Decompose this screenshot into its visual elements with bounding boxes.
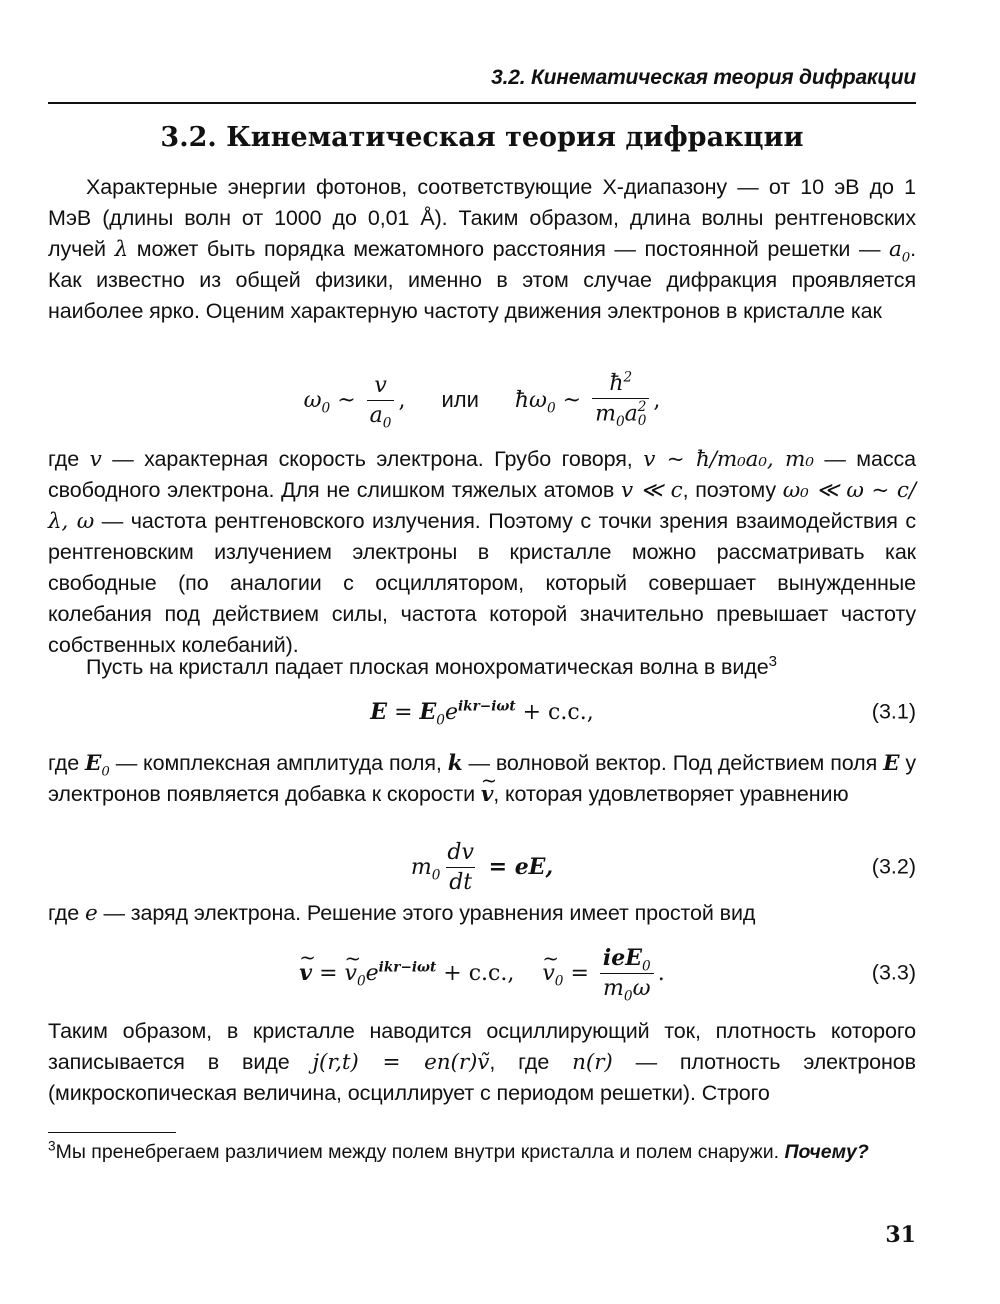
math-lambda: λ [114,237,129,262]
or-word: или [441,387,479,412]
period: . [657,960,665,986]
text: — плотность электронов (микроскопическая величина, осциллирует с периодом решетки). Строго [48,1050,916,1105]
text: . Как известно из общей физики, именно в этом случае дифракция проявляется наиболее ярко. Оценим характерную частоту движения электронов в кристалле как [48,237,916,323]
footnote-question: Почему? [784,1141,869,1163]
math-v: v [89,447,102,472]
equation-number: (3.1) [871,699,916,724]
footnote-mark: 3 [48,1138,56,1154]
footnote-text: Мы пренебрегаем различием между полем внутри кристалла и полем снаружи. [55,1141,785,1163]
math-k: k [447,751,463,776]
page-number: 31 [885,1222,916,1248]
running-head: 3.2. Кинематическая теория дифракции [491,66,916,89]
equation-3-3 [48,938,916,1008]
equation-number: (3.2) [871,854,916,879]
v0-tilde: ~ $v_0$ [345,961,366,986]
text: , которая удовлетворяет уравнению [493,782,849,806]
text: — характерная скорость электрона. Грубо говоря, [101,447,644,471]
text: где [48,901,85,925]
exp: $e^{ikr-i\omega t}$ [444,698,516,725]
math-density: n(r) [572,1050,613,1075]
section-title: 3.2. Кинематическая теория дифракции [160,122,804,153]
sim-sign: ~ [555,387,589,413]
fraction-v-over-a0: $\frac{v}{a_0}$ [367,373,395,428]
text: — заряд электрона. Решение этого уравнения имеет простой вид [97,901,756,925]
text: где [48,447,90,471]
text: Таким образом, в кристалле наводится осциллирующий ток, плотность которого записывается в виде [48,1019,916,1074]
paragraph-free-electrons [48,444,916,661]
text: , где [489,1050,573,1074]
equation-omega [48,368,916,432]
text: где [48,751,86,775]
comma: , [398,387,406,413]
sim-sign: ~ [330,387,363,413]
paragraph-intro [48,172,916,327]
text: , поэтому [682,478,783,502]
comma: , [653,387,661,413]
paragraph-velocity [48,748,916,810]
header-rule [48,102,916,104]
text: у электронов появляется добавка к скорости [48,751,916,806]
math-relation: v ~ ħ/m₀a₀, m₀ [643,447,814,472]
paragraph-charge [48,898,916,929]
text: — масса свободного электрона. Для не слишком тяжелых атомов [48,447,917,502]
E-field: E [370,699,388,725]
text: — волновой вектор. Под действием поля [462,751,884,775]
math-relation: v ≪ c [620,478,683,503]
paragraph-plane-wave [48,652,916,683]
omega0: $\omega_0$ [303,387,331,416]
fraction-hbar2-over-m0a02: $ħ^2$ $m_0a$ 2 0 [592,371,649,428]
E0: $E_0$ [85,751,110,780]
v0-tilde: ~ $v_0$ [542,961,563,986]
text: Пусть на кристалл падает плоская монохроматическая волна в виде [86,655,769,679]
v-tilde: ~ v [299,960,312,986]
equals-sign: = [387,699,420,725]
footnote [48,1138,916,1166]
text: может быть порядка межатомного расстояния — постоянной решетки — [128,237,890,261]
fraction-dv-dt: $\frac{dv}{dt}$ [447,839,474,895]
equals-sign: = [312,960,345,986]
math-relation: ω₀ ≪ ω ~ c/λ, ω [48,478,917,534]
exp: $e^{ikr-i\omega t}$ [365,959,437,986]
m0: $m_0$ [410,854,441,883]
hbar-omega0: $ħ\omega_0$ [514,387,556,416]
cc-term: + c.c., [515,699,594,725]
text: Характерные энергии фотонов, соответствующие X-диапазону — от 10 эВ до 1 МэВ (длины волн от 1000 до 0,01 Å). Таким образом, длина волны рентгеновских лучей [48,175,916,261]
footnote-rule [48,1132,176,1133]
text: — частота рентгеновского излучения. Поэтому с точки зрения взаимодействия с рентгеновским излучением электроны в кристалле можно рассматривать как свободные (по аналогии с осциллятором, который совершает вынужденные колебания под действием силы, частота которой значительно превышает частоту собственных колебаний). [48,509,916,657]
math-v-tilde: ~ v [481,779,493,810]
math-current: j(r,t) = en(r)ṽ [312,1050,490,1075]
footnote-mark[interactable]: 3 [768,652,777,670]
math-e: e [84,901,98,926]
text: — комплексная амплитуда поля, [109,751,448,775]
equation-3-1 [48,684,916,740]
E0: $E_0$ [419,699,445,729]
equation-number: (3.3) [871,960,916,985]
paragraph-current [48,1016,916,1109]
equals-sign: = [563,960,596,986]
math-a0: $a_0$ [889,237,911,266]
math-E: E [883,751,900,776]
rhs-eE: = eE, [480,854,554,880]
fraction-ieE0-over-m0omega: $\frac{ieE_0}{m_0\omega}$ [600,945,654,1001]
cc-term: + c.c., [436,960,515,986]
equation-3-2 [48,832,916,902]
